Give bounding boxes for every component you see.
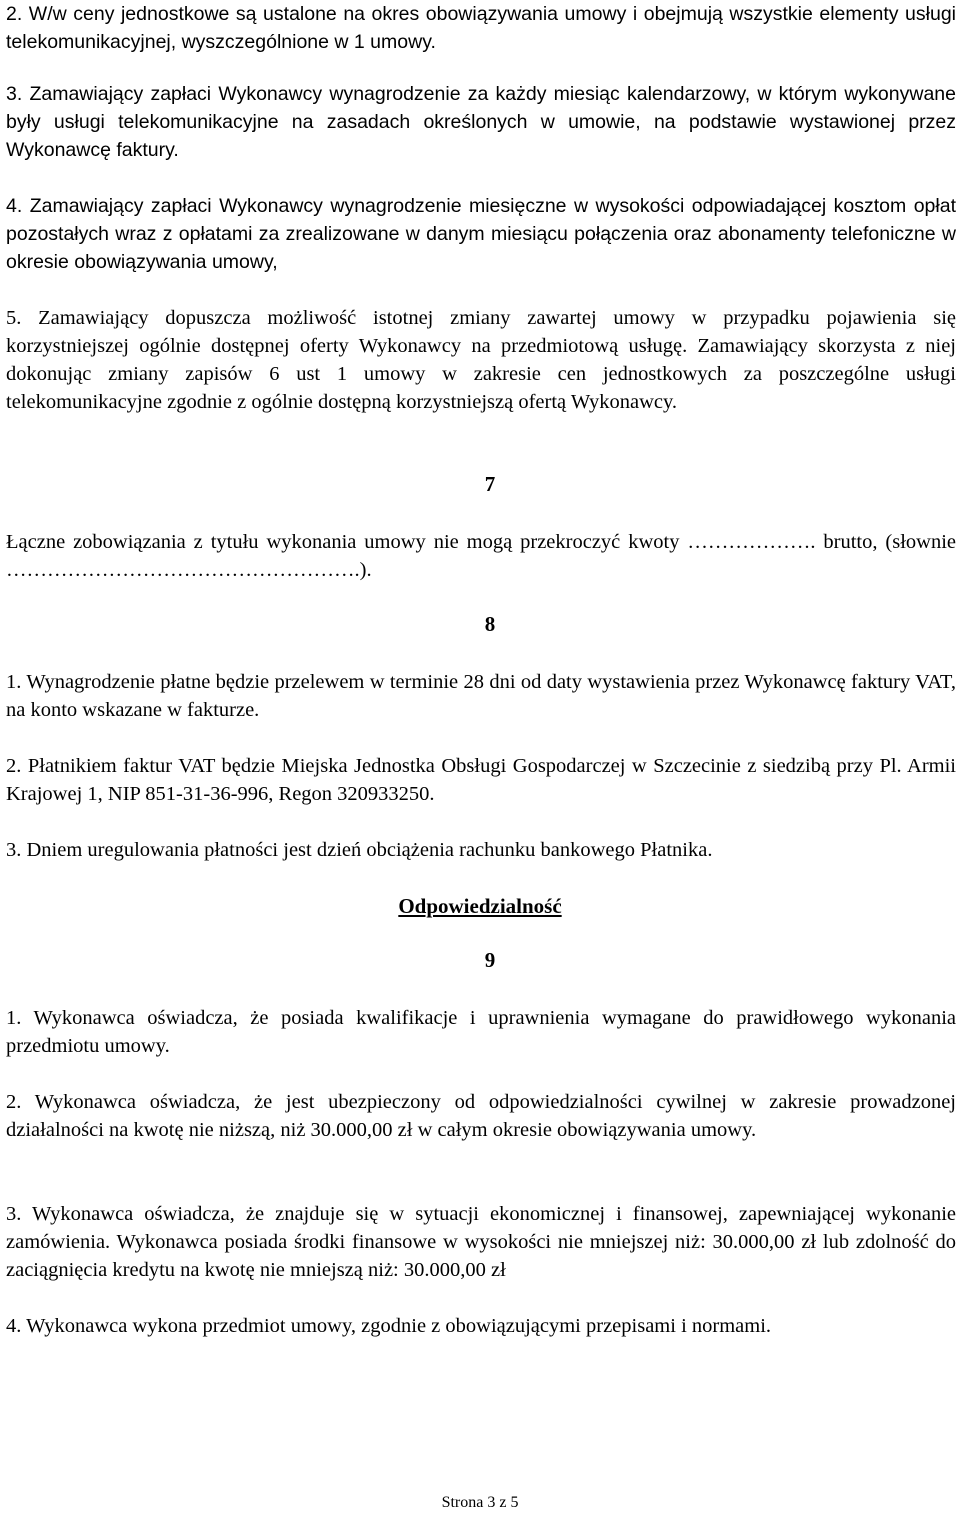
heading-responsibility: Odpowiedzialność: [398, 894, 562, 918]
section-9-number: 9: [484, 948, 496, 972]
section-8-header: [0, 612, 960, 637]
section-7-header: [0, 472, 960, 497]
section-8-number: 8: [484, 612, 496, 636]
page-footer: Strona 3 z 5: [441, 1494, 519, 1511]
section-9-item-4: 4. Wykonawca wykona przedmiot umowy, zgodnie z obowiązującymi przepisami i normami.: [6, 1315, 772, 1337]
paragraph-4: 4. Zamawiający zapłaci Wykonawcy wynagrodzenie miesięczne w wysokości odpowiadającej kosztom opłat pozostałych wraz z opłatami za zrealizowane w danym miesiącu połączenia oraz abonamenty telefoniczne w okresie obowiązywania umowy,: [6, 195, 956, 273]
section-9-header: [0, 948, 960, 973]
paragraph-3: 3. Zamawiający zapłaci Wykonawcy wynagrodzenie za każdy miesiąc kalendarzowy, w którym wykonywane były usługi telekomunikacyjne na zasadach określonych w umowie, na podstawie wystawionej przez Wykonawcę faktury.: [6, 83, 956, 161]
section-7-text: Łączne zobowiązania z tytułu wykonania umowy nie mogą przekroczyć kwoty ………………. brutto, (słownie …………………………………………….).: [6, 531, 956, 581]
section-8-item-3: 3. Dniem uregulowania płatności jest dzień obciążenia rachunku bankowego Płatnika.: [6, 839, 713, 861]
paragraph-5: 5. Zamawiający dopuszcza możliwość istotnej zmiany zawartej umowy w przypadku pojawienia się korzystniejszej ogólnie dostępnej oferty Wykonawcy na przedmiotową usługę. Zamawiający skorzysta z niej dokonując zmiany zapisów 6 ust 1 umowy w zakresie cen jednostkowych za poszczególne usługi telekomunikacyjne zgodnie z ogólnie dostępną korzystniejszą ofertą Wykonawcy.: [6, 307, 956, 413]
section-8-item-1: 1. Wynagrodzenie płatne będzie przelewem w terminie 28 dni od daty wystawienia przez Wykonawcę faktury VAT, na konto wskazane w fakturze.: [6, 671, 956, 721]
section-9-item-1: 1. Wykonawca oświadcza, że posiada kwalifikacje i uprawnienia wymagane do prawidłowego wykonania przedmiotu umowy.: [6, 1007, 956, 1057]
section-9-item-3: 3. Wykonawca oświadcza, że znajduje się w sytuacji ekonomicznej i finansowej, zapewniającej wykonanie zamówienia. Wykonawca posiada środki finansowe w wysokości nie mniejszej niż: 30.000,00 zł lub zdolność do zaciągnięcia kredytu na kwotę nie mniejszą niż: 30.000,00 zł: [6, 1203, 956, 1281]
section-8-item-2: 2. Płatnikiem faktur VAT będzie Miejska Jednostka Obsługi Gospodarczej w Szczecinie z siedzibą przy Pl. Armii Krajowej 1, NIP 851-31-36-996, Regon 320933250.: [6, 755, 956, 805]
section-7-number: 7: [484, 472, 496, 496]
paragraph-2: 2. W/w ceny jednostkowe są ustalone na okres obowiązywania umowy i obejmują wszystkie elementy usługi telekomunikacyjnej, wyszczególnione w 1 umowy.: [6, 3, 956, 53]
section-9-item-2: 2. Wykonawca oświadcza, że jest ubezpieczony od odpowiedzialności cywilnej w zakresie prowadzonej działalności na kwotę nie niższą, niż 30.000,00 zł w całym okresie obowiązywania umowy.: [6, 1091, 956, 1141]
